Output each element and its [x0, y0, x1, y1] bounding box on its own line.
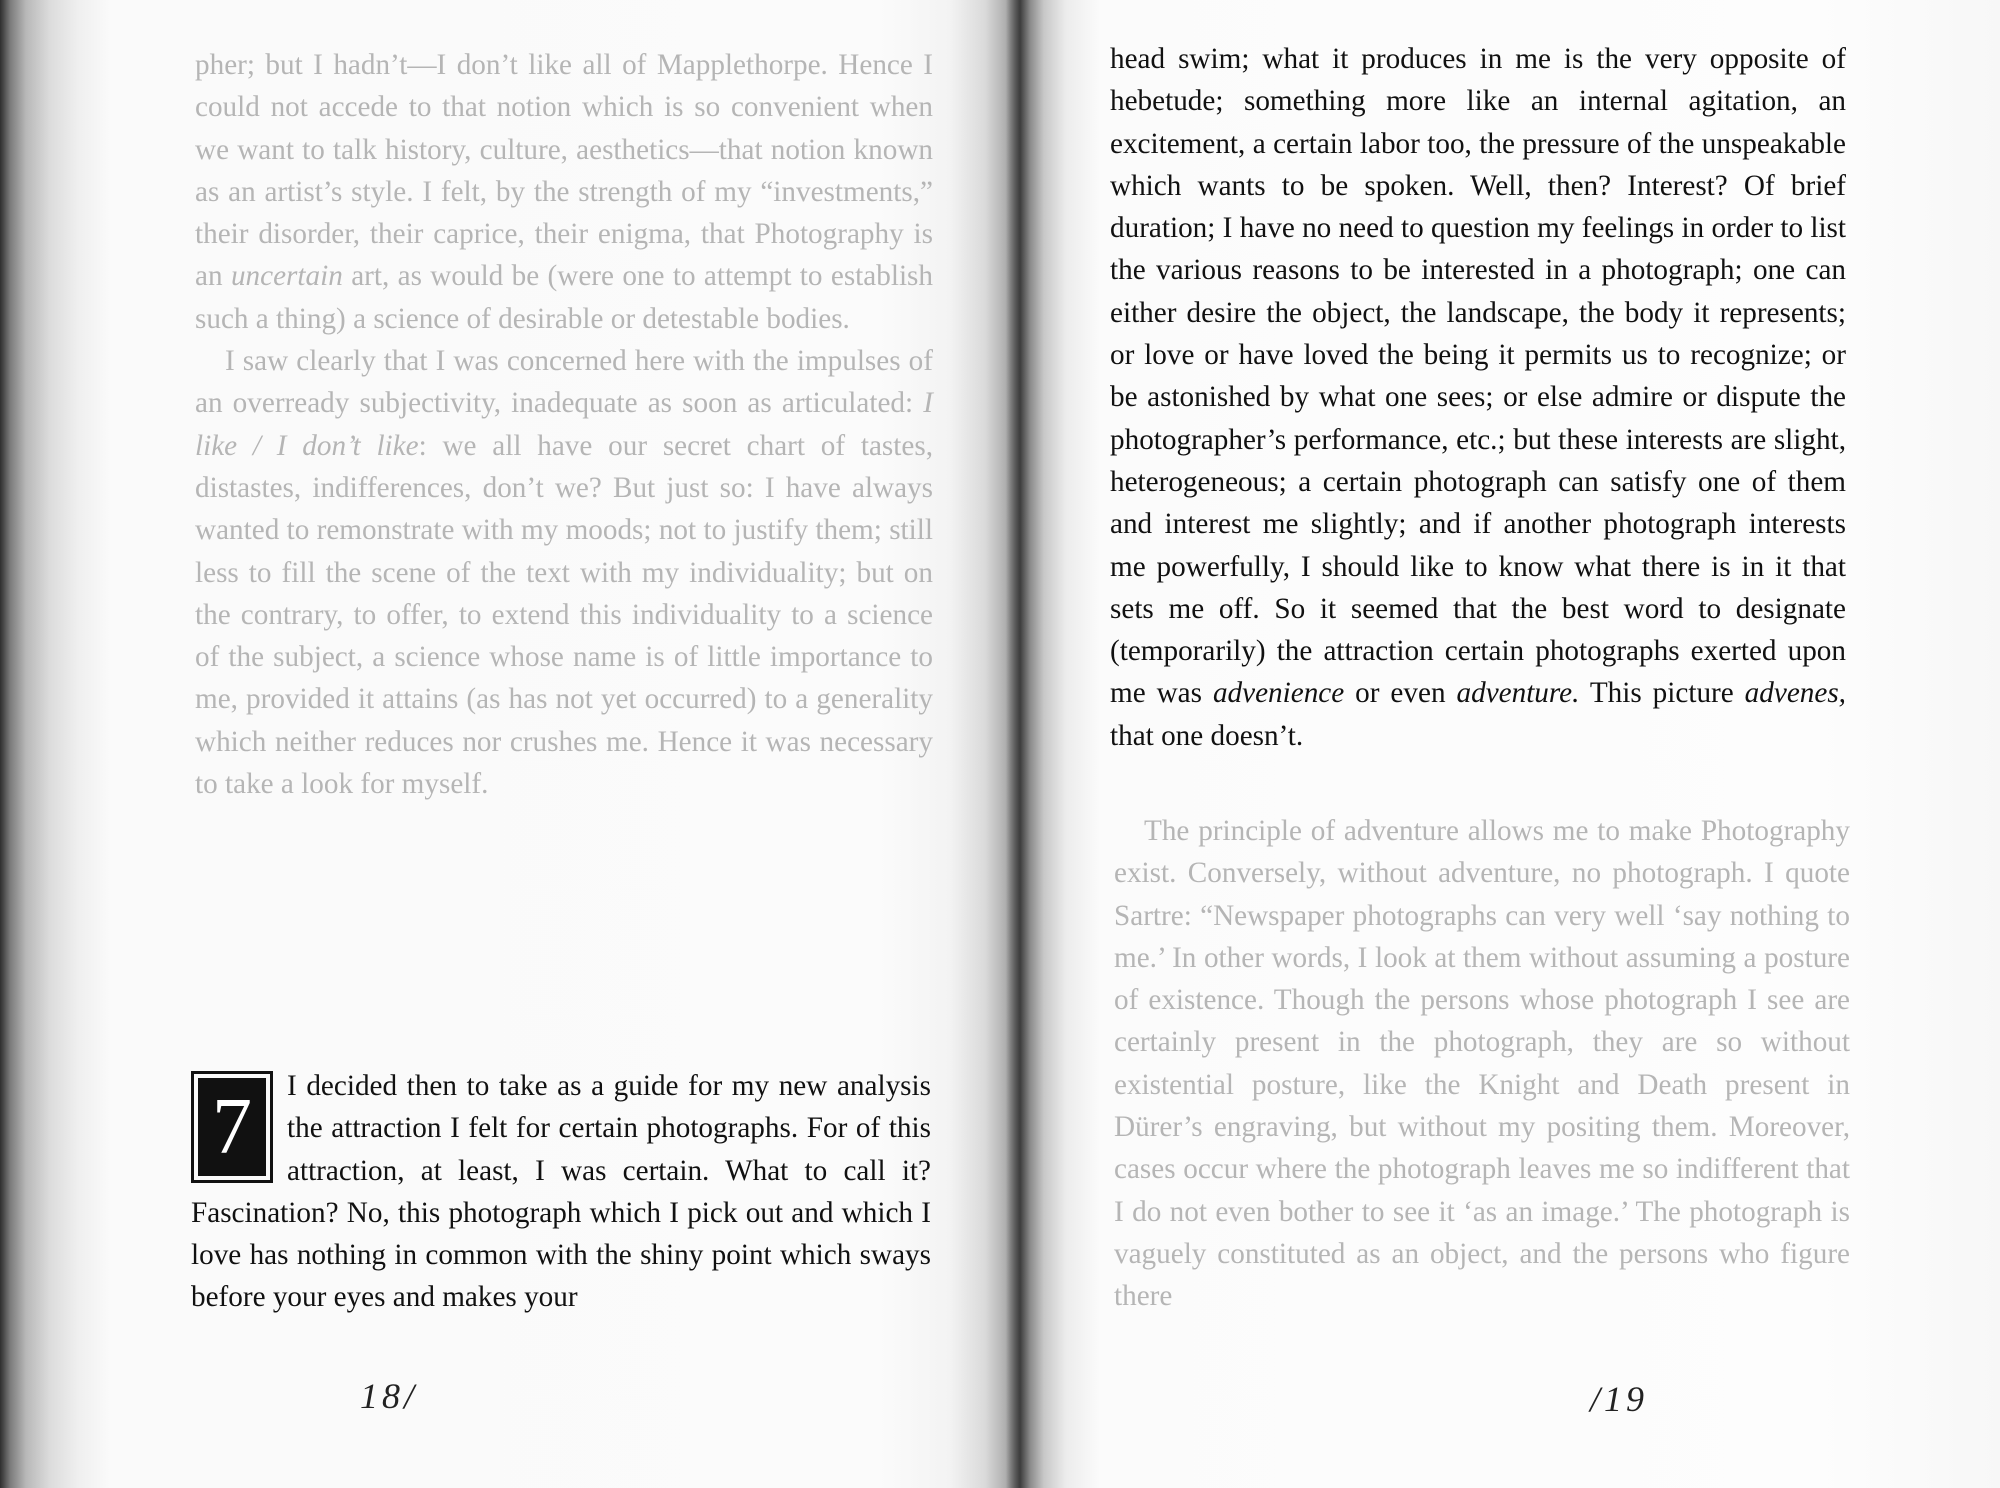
- left-paragraph-2: [195, 340, 933, 805]
- page-number-right: /19: [1590, 1379, 1649, 1419]
- emphasis-advenes: advenes,: [1744, 677, 1846, 710]
- left-paragraph-1: [195, 44, 933, 340]
- text-run: : we all have our secret chart of tastes, distastes, indifferences, don’t we? But just so: I have always wanted to remonstrate with my moods; not to justify them; still less to fill the scene of the text with my individuality; but on the contrary, to offer, to extend this individuality to a science of the subject, a science whose name is of little importance to me, provided it attains (as has not yet occurred) to a generality which neither reduces nor crushes me. Hence it was necessary to take a look for myself.: [195, 429, 933, 801]
- left-page-top-text: [195, 44, 933, 805]
- emphasis-adventure: adventure.: [1456, 677, 1580, 710]
- text-run: that one doesn’t.: [1110, 719, 1304, 752]
- right-page: [1020, 0, 2000, 1488]
- emphasis-i-like: I like / I don’t like: [195, 387, 933, 462]
- text-run: This picture: [1589, 677, 1734, 710]
- emphasis-advenience: advenience: [1212, 677, 1345, 710]
- text-run: pher; but I hadn’t—I don’t like all of Mapplethorpe. Hence I could not accede to that notion which is so convenient when we want to talk history, culture, aesthetics—that notion known as an artist’s style. I felt, by the strength of my “investments,” their disorder, their caprice, their enigma, that Photography is an: [195, 49, 933, 293]
- right-paragraph-2: The principle of adventure allows me to make Photography exist. Conversely, without adventure, no photograph. I quote Sartre: “Newspaper photographs can very well ‘say nothing to me.’ In other words, I look at them without assuming a posture of existence. Though the persons whose photograph I see are certainly present in the photograph, they are so without existential posture, like the Knight and Death present in Dürer’s engraving, but without my positing them. Moreover, cases occur where the photograph leaves me so indifferent that I do not even bother to see it ‘as an image.’ The photograph is vaguely constituted as an object, and the persons who figure there: [1114, 815, 1850, 1313]
- text-run: or even: [1355, 677, 1446, 710]
- text-run: I saw clearly that I was concerned here with the impulses of an overready subjectivity, inadequate as soon as articulated:: [195, 345, 933, 420]
- emphasis-uncertain: uncertain: [230, 260, 343, 293]
- text-run: head swim; what it produces in me is the very opposite of hebetude; something more like an internal agitation, an excitement, a certain labor too, the pressure of the unspeakable which wants to be spoken. Well, then? Interest? Of brief duration; I have no need to question my feelings in order to list the various reasons to be interested in a photograph; one can either desire the object, the landscape, the body it represents; or love or have loved the being it permits us to recognize; or be astonished by what one sees; or else admire or dispute the photographer’s performance, etc.; but these interests are slight, heterogeneous; a certain photograph can satisfy one of them and interest me slightly; and if another photograph interests me powerfully, I should like to know what there is in it that sets me off. So it seemed that the best word to designate (temporarily) the attraction certain photographs exerted upon me was: [1110, 43, 1847, 710]
- chapter-paragraph: I decided then to take as a guide for my new analysis the attraction I felt for certain photographs. For of this attraction, at least, I was certain. What to call it? Fascination? No, this photograph which I pick out and which I love has nothing in common with the shiny point which sways before your eyes and makes your: [191, 1070, 931, 1314]
- right-paragraph-1: [1110, 38, 1846, 757]
- chapter-number: 7: [198, 1078, 266, 1176]
- right-page-bottom-text: [1114, 810, 1850, 1318]
- chapter-7-text: [191, 1065, 931, 1319]
- text-run: art, as would be (were one to attempt to establish such a thing) a science of desirable or detestable bodies.: [195, 260, 934, 335]
- right-page-top-text: [1110, 38, 1846, 757]
- page-number-left: 18/: [360, 1376, 419, 1416]
- chapter-number-box: [191, 1071, 273, 1183]
